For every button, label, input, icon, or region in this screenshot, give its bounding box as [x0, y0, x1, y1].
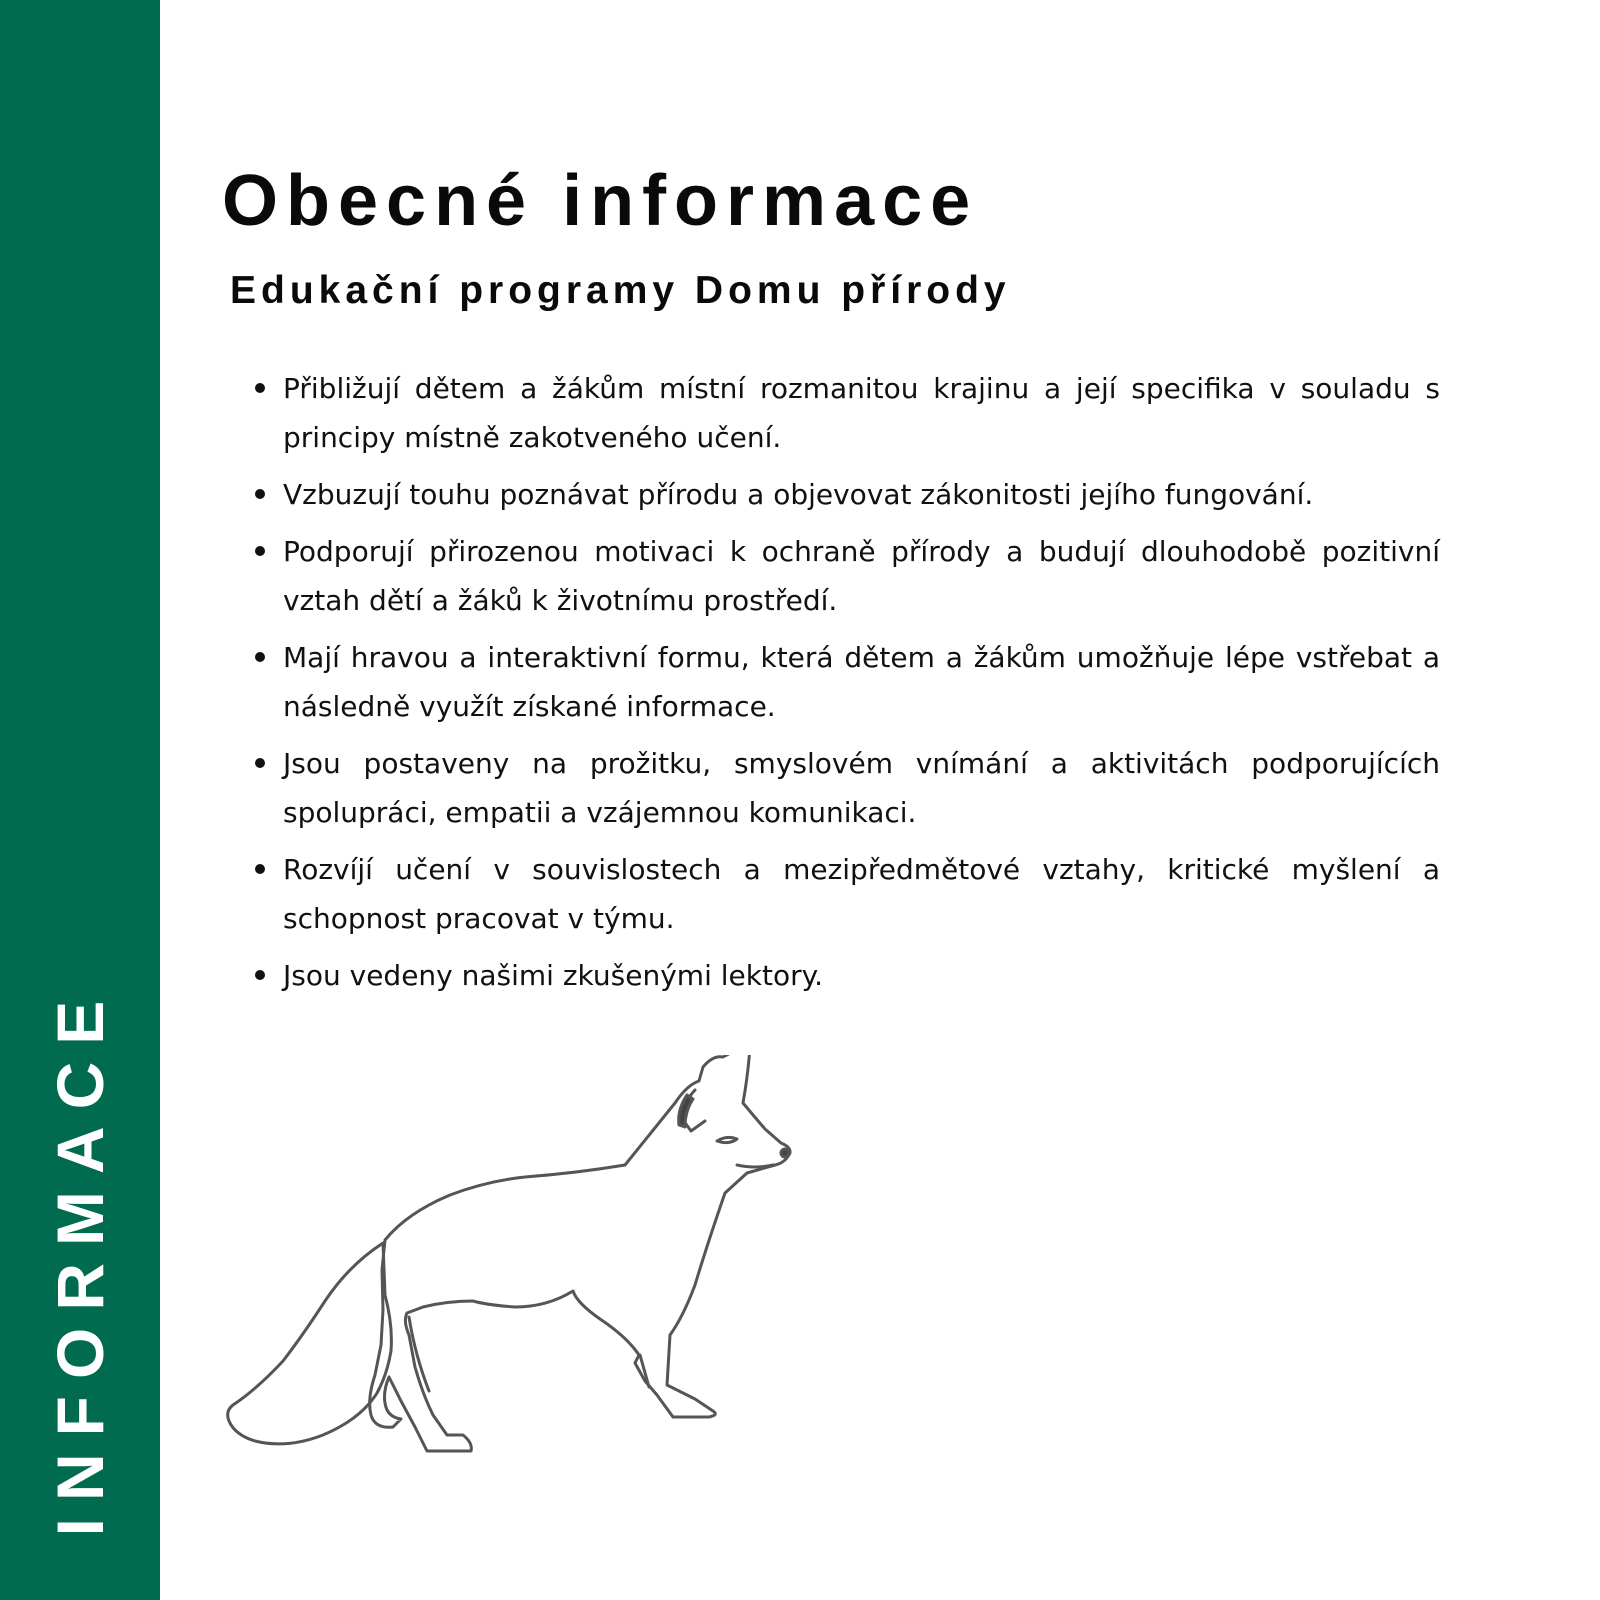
list-item-text: Podporují přirozenou motivaci k ochraně přírody a budují dlouhodobě pozitivní vztah dětí a žáků k životnímu prostředí. [283, 535, 1440, 617]
fox-outline [370, 1055, 790, 1451]
list-item-text: Přibližují dětem a žákům místní rozmanitou krajinu a její specifika v souladu s principy místně zakotveného učení. [283, 372, 1440, 454]
fox-ear-shade [679, 1095, 693, 1127]
sidebar-band [0, 0, 160, 1600]
bullet-icon [255, 864, 265, 874]
bullet-icon [255, 758, 265, 768]
bullet-icon [255, 546, 265, 556]
sidebar-label: INFORMACE [43, 983, 117, 1537]
fox-mouth [737, 1165, 773, 1167]
list-item [255, 527, 1440, 625]
bullet-icon [255, 489, 265, 499]
page-subtitle: Edukační programy Domu přírody [230, 269, 1011, 312]
bullet-icon [255, 970, 265, 980]
list-item-text: Jsou vedeny našimi zkušenými lektory. [283, 959, 824, 992]
fox-nose [781, 1149, 789, 1157]
list-item-text: Rozvíjí učení v souvislostech a mezipředmětové vztahy, kritické myšlení a schopnost pracovat v týmu. [283, 853, 1440, 935]
bullet-icon [255, 652, 265, 662]
list-item [255, 633, 1440, 731]
list-item-text: Vzbuzují touhu poznávat přírodu a objevovat zákonitosti jejího fungování. [283, 478, 1314, 511]
list-item-text: Jsou postaveny na prožitku, smyslovém vnímání a aktivitách podporujících spolupráci, empatii a vzájemnou komunikaci. [283, 747, 1440, 829]
fox-tail [228, 1243, 392, 1444]
list-item [255, 364, 1440, 462]
bullet-icon [255, 383, 265, 393]
list-item [255, 470, 1440, 519]
info-bullet-list [255, 364, 1440, 1008]
fox-eye [717, 1137, 737, 1142]
list-item [255, 951, 1440, 1000]
fox-illustration-icon [225, 1055, 825, 1505]
page-title: Obecné informace [222, 161, 979, 241]
list-item [255, 739, 1440, 837]
list-item-text: Mají hravou a interaktivní formu, která dětem a žákům umožňuje lépe vstřebat a následně využít získané informace. [283, 641, 1440, 723]
list-item [255, 845, 1440, 943]
